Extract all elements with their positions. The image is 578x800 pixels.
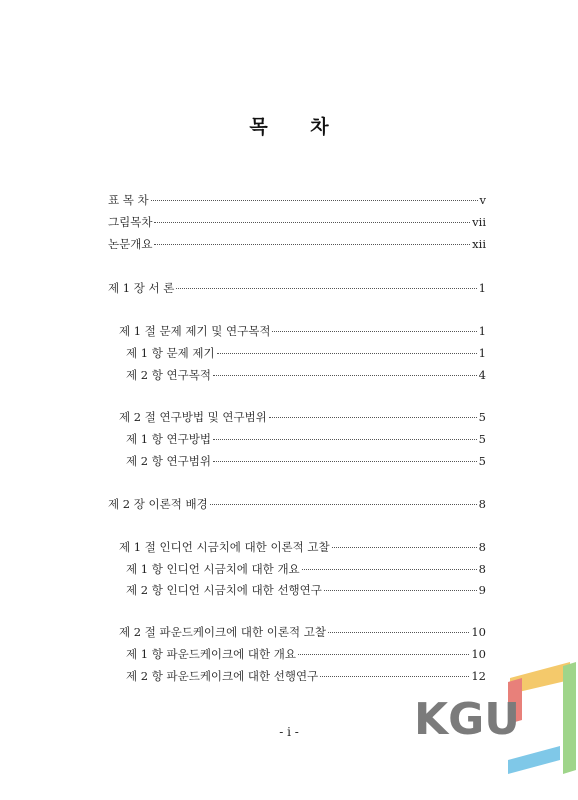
toc-entry-label: 제 2 항 파운드케이크에 대한 선행연구 (126, 669, 319, 683)
toc-entry-page: vii (472, 215, 486, 229)
toc-entry-subsection[interactable] (126, 432, 486, 446)
toc-entry-subsection[interactable] (126, 346, 486, 360)
leader-dots (217, 352, 477, 354)
toc-entry-label: 논문개요 (108, 237, 153, 251)
toc-entry-page: 8 (478, 562, 486, 576)
toc-entry-section[interactable] (119, 625, 486, 639)
toc-entry-page: 12 (471, 669, 486, 683)
toc-entry-section[interactable] (119, 324, 486, 338)
toc-entry-subsection[interactable] (126, 454, 486, 468)
toc-entry-label: 제 2 절 파운드케이크에 대한 이론적 고찰 (119, 625, 326, 639)
toc-entry-label: 제 2 절 연구방법 및 연구범위 (119, 410, 267, 424)
leader-dots (154, 221, 470, 223)
leader-dots (210, 503, 477, 505)
toc-entry-page: 9 (478, 583, 486, 597)
toc-entry-page: 10 (471, 625, 486, 639)
toc-entry-page: 5 (478, 432, 486, 446)
leader-dots (176, 287, 476, 289)
toc-entry-subsection[interactable] (126, 562, 486, 576)
toc-entry-section[interactable] (119, 540, 486, 554)
toc-entry-page: 1 (478, 346, 486, 360)
toc-entry-subsection[interactable] (126, 368, 486, 382)
toc-entry-label: 제 2 항 연구목적 (126, 368, 211, 382)
toc-entry-label: 제 2 항 인디언 시금치에 대한 선행연구 (126, 583, 322, 597)
toc-entry-page: v (479, 193, 486, 207)
leader-dots (324, 589, 477, 591)
toc-title: 목 차 (249, 116, 347, 138)
toc-entry-section[interactable] (119, 410, 486, 424)
leader-dots (272, 330, 476, 332)
toc-entry-label: 제 1 장 서 론 (108, 281, 175, 295)
leader-dots (213, 460, 477, 462)
logo-stripe-blue (508, 746, 560, 774)
leader-dots (328, 631, 469, 633)
logo-text: KGU (414, 694, 520, 745)
leader-dots (298, 653, 469, 655)
toc-entry-chapter-1[interactable] (108, 281, 486, 295)
toc-entry-abstract[interactable] (108, 237, 486, 251)
toc-entry-page: 1 (478, 281, 486, 295)
toc-entry-list-of-tables[interactable] (108, 193, 486, 207)
toc-entry-page: 5 (478, 454, 486, 468)
toc-entry-list-of-figures[interactable] (108, 215, 486, 229)
toc-entry-page: xii (472, 237, 486, 251)
toc-entry-subsection[interactable] (126, 647, 486, 661)
toc-entry-label: 제 1 항 파운드케이크에 대한 개요 (126, 647, 297, 661)
toc-entry-page: 8 (478, 540, 486, 554)
toc-entry-page: 8 (478, 497, 486, 511)
toc-entry-label: 제 1 항 인디언 시금치에 대한 개요 (126, 562, 300, 576)
leader-dots (302, 568, 477, 570)
toc-entry-chapter-2[interactable] (108, 497, 486, 511)
toc-entry-page: 5 (478, 410, 486, 424)
toc-entry-page: 1 (478, 324, 486, 338)
toc-entry-label: 제 1 항 연구방법 (126, 432, 211, 446)
toc-entry-subsection[interactable] (126, 583, 486, 597)
toc-entry-label: 제 1 절 문제 제기 및 연구목적 (119, 324, 271, 338)
kgu-logo (410, 660, 578, 785)
toc-entry-label: 제 2 항 연구범위 (126, 454, 211, 468)
toc-entry-page: 10 (471, 647, 486, 661)
toc-entry-page: 4 (478, 368, 486, 382)
leader-dots (213, 438, 477, 440)
logo-stripe-green (563, 662, 576, 774)
toc-entry-label: 제 1 항 문제 제기 (126, 346, 215, 360)
leader-dots (213, 374, 477, 376)
page-number: - i - (279, 725, 299, 739)
leader-dots (269, 416, 477, 418)
leader-dots (332, 546, 477, 548)
leader-dots (151, 199, 478, 201)
toc-entry-label: 그림목차 (108, 215, 153, 229)
leader-dots (154, 243, 470, 245)
toc-entry-label: 제 1 절 인디언 시금치에 대한 이론적 고찰 (119, 540, 330, 554)
toc-entry-label: 제 2 장 이론적 배경 (108, 497, 208, 511)
toc-entry-label: 표 목 차 (108, 193, 149, 207)
